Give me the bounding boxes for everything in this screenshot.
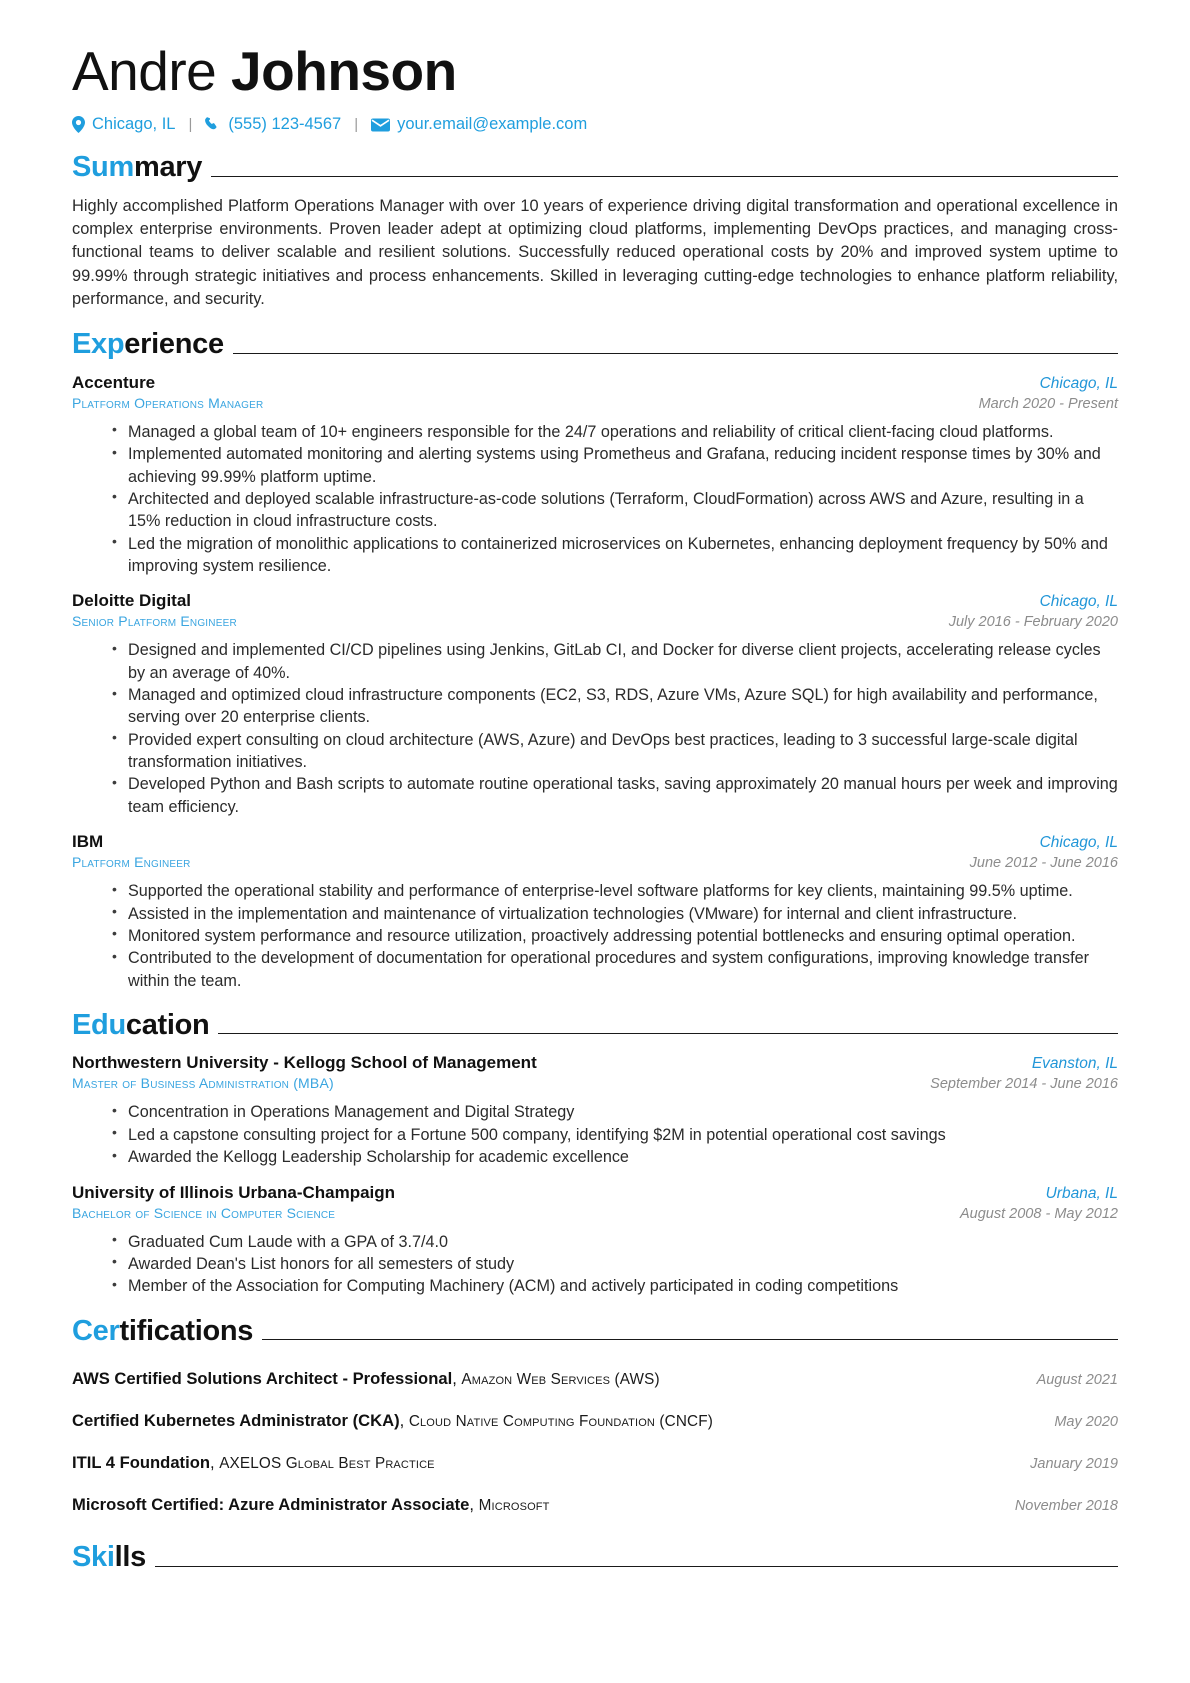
entry-location: Evanston, IL bbox=[1031, 1055, 1118, 1073]
contact-line bbox=[72, 115, 1118, 134]
experience-entry bbox=[72, 832, 1118, 992]
section-experience bbox=[72, 328, 1118, 992]
bullet-item: • Managed and optimized cloud infrastructure components (EC2, S3, RDS, Azure VMs, Azure SQL) for high availability and performance, serving over 20 enterprise clients. bbox=[112, 684, 1118, 729]
phone-icon bbox=[205, 117, 221, 133]
entry-org: Accenture bbox=[72, 372, 156, 392]
entry-org: University of Illinois Urbana-Champaign bbox=[72, 1182, 396, 1202]
entry-org-row bbox=[72, 1053, 1118, 1073]
entry-org-row bbox=[72, 591, 1118, 611]
summary-text: Highly accomplished Platform Operations Manager with over 10 years of experience driving digital transformation and operational excellence in complex enterprise environments. Proven leader adept at optimizing cloud platforms, implementing DevOps practices, and managing cross-functional teams to deliver scalable and resilient solutions. Successfully reduced operational costs by 20% and improved system uptime to 99.99% through strategic initiatives and process enhancements. Skilled in leveraging cutting-edge technologies to enhance platform reliability, performance, and security. bbox=[72, 196, 1118, 309]
skills-heading-rule bbox=[155, 1566, 1118, 1567]
contact-email[interactable] bbox=[371, 115, 587, 134]
entry-role: Platform Engineer bbox=[72, 854, 191, 871]
entry-location: Urbana, IL bbox=[1045, 1184, 1118, 1202]
phone-text: (555) 123-4567 bbox=[228, 115, 342, 134]
certification-main bbox=[72, 1411, 713, 1431]
entry-bullets bbox=[72, 1231, 1118, 1298]
experience-heading-rest: erience bbox=[124, 328, 224, 361]
certifications-heading-rule bbox=[262, 1339, 1118, 1340]
map-pin-icon bbox=[72, 116, 85, 133]
entry-role-row bbox=[72, 1203, 1118, 1222]
bullet-item: • Supported the operational stability and performance of enterprise-level software platforms for key clients, maintaining 99.5% uptime. bbox=[112, 880, 1118, 902]
entry-bullets bbox=[72, 880, 1118, 992]
first-name: Andre bbox=[72, 40, 232, 102]
section-education bbox=[72, 1009, 1118, 1298]
section-skills bbox=[72, 1541, 1118, 1573]
entry-bullets bbox=[72, 1101, 1118, 1168]
entry-location: Chicago, IL bbox=[1039, 593, 1118, 611]
certification-main bbox=[72, 1453, 435, 1473]
certifications-heading-accent: Cer bbox=[72, 1314, 120, 1347]
experience-heading-rule bbox=[233, 353, 1118, 354]
entry-bullets bbox=[72, 421, 1118, 578]
last-name: Johnson bbox=[231, 40, 457, 102]
certification-comma: , bbox=[399, 1411, 409, 1431]
bullet-item: • Led a capstone consulting project for a Fortune 500 company, identifying $2M in potential operational cost savings bbox=[112, 1124, 1118, 1146]
entry-org-row bbox=[72, 1183, 1118, 1203]
certification-main bbox=[72, 1495, 550, 1515]
bullet-item: • Managed a global team of 10+ engineers responsible for the 24/7 operations and reliability of critical client-facing cloud platforms. bbox=[112, 421, 1118, 443]
bullet-item: • Led the migration of monolithic applications to containerized microservices on Kubernetes, enhancing deployment frequency by 50% and improving system resilience. bbox=[112, 533, 1118, 578]
certification-name: Certified Kubernetes Administrator (CKA) bbox=[72, 1411, 400, 1431]
entry-role-row bbox=[72, 611, 1118, 630]
summary-heading-rest: mary bbox=[133, 151, 203, 184]
contact-phone[interactable] bbox=[205, 115, 341, 134]
education-heading-accent: Edu bbox=[72, 1009, 126, 1041]
entry-org: Deloitte Digital bbox=[72, 591, 192, 611]
bullet-item: • Provided expert consulting on cloud architecture (AWS, Azure) and DevOps best practices, leading to 3 successful large-scale digital transformation initiatives. bbox=[112, 729, 1118, 774]
certification-comma: , bbox=[469, 1495, 479, 1515]
entry-dates: August 2008 - May 2012 bbox=[960, 1205, 1118, 1222]
candidate-name bbox=[72, 42, 1118, 101]
entry-dates: September 2014 - June 2016 bbox=[930, 1076, 1118, 1093]
entry-role-row bbox=[72, 852, 1118, 871]
bullet-item: • Concentration in Operations Management and Digital Strategy bbox=[112, 1101, 1118, 1123]
contact-location bbox=[72, 115, 175, 134]
email-text: your.email@example.com bbox=[397, 115, 588, 134]
certification-comma: , bbox=[452, 1369, 462, 1389]
certification-name: Microsoft Certified: Azure Administrator Associate bbox=[72, 1495, 470, 1515]
entry-org: Northwestern University - Kellogg School of Management bbox=[72, 1053, 537, 1073]
bullet-item: • Contributed to the development of documentation for operational procedures and system configurations, improving knowledge transfer within the team. bbox=[112, 947, 1118, 992]
bullet-item: • Implemented automated monitoring and alerting systems using Prometheus and Grafana, reducing incident response times by 30% and achieving 99.99% platform uptime. bbox=[112, 443, 1118, 488]
bullet-item: • Awarded the Kellogg Leadership Scholarship for academic excellence bbox=[112, 1146, 1118, 1168]
bullet-item: • Architected and deployed scalable infrastructure-as-code solutions (Terraform, CloudFormation) across AWS and Azure, resulting in a 15% reduction in cloud infrastructure costs. bbox=[112, 488, 1118, 533]
entry-dates: July 2016 - February 2020 bbox=[948, 614, 1118, 631]
certification-issuer: Microsoft bbox=[478, 1497, 550, 1515]
entry-role: Senior Platform Engineer bbox=[72, 613, 237, 630]
experience-entry bbox=[72, 591, 1118, 818]
certification-item bbox=[72, 1369, 1118, 1389]
entry-role-row bbox=[72, 1073, 1118, 1092]
certification-name: ITIL 4 Foundation bbox=[72, 1453, 210, 1473]
entry-org: IBM bbox=[72, 832, 104, 852]
education-heading-rest: cation bbox=[125, 1009, 210, 1041]
bullet-item: • Monitored system performance and resource utilization, proactively addressing potential bottlenecks and ensuring optimal operation. bbox=[112, 925, 1118, 947]
entry-role-row bbox=[72, 393, 1118, 412]
certification-name: AWS Certified Solutions Architect - Professional bbox=[72, 1369, 453, 1389]
education-heading bbox=[72, 1009, 1118, 1041]
certifications-heading bbox=[72, 1315, 1118, 1347]
entry-role: Bachelor of Science in Computer Science bbox=[72, 1204, 336, 1221]
section-summary bbox=[72, 151, 1118, 311]
certification-issuer: Amazon Web Services (AWS) bbox=[461, 1371, 660, 1389]
skills-heading-accent: Ski bbox=[72, 1541, 115, 1574]
experience-entry bbox=[72, 373, 1118, 578]
experience-heading-accent: Exp bbox=[72, 328, 125, 361]
bullet-item: • Developed Python and Bash scripts to automate routine operational tasks, saving approximately 20 manual hours per week and improving team efficiency. bbox=[112, 773, 1118, 818]
skills-heading bbox=[72, 1541, 1118, 1573]
certification-item bbox=[72, 1453, 1118, 1473]
certification-issuer: Cloud Native Computing Foundation (CNCF) bbox=[408, 1413, 713, 1431]
certification-item bbox=[72, 1495, 1118, 1515]
certification-comma: , bbox=[209, 1453, 220, 1473]
entry-location: Chicago, IL bbox=[1039, 834, 1118, 852]
entry-location: Chicago, IL bbox=[1039, 374, 1118, 392]
bullet-item: • Assisted in the implementation and maintenance of virtualization technologies (VMware) for internal and client infrastructure. bbox=[112, 903, 1118, 925]
entry-bullets bbox=[72, 639, 1118, 818]
education-entry bbox=[72, 1053, 1118, 1168]
resume-header bbox=[72, 42, 1118, 134]
bullet-item: • Awarded Dean's List honors for all semesters of study bbox=[112, 1253, 1118, 1275]
certification-date: May 2020 bbox=[1054, 1414, 1118, 1431]
certification-main bbox=[72, 1369, 660, 1389]
bullet-item: • Designed and implemented CI/CD pipelines using Jenkins, GitLab CI, and Docker for diverse client projects, accelerating release cycles by an average of 40%. bbox=[112, 639, 1118, 684]
bullet-item: • Graduated Cum Laude with a GPA of 3.7/4.0 bbox=[112, 1231, 1118, 1253]
experience-heading bbox=[72, 328, 1118, 360]
summary-heading bbox=[72, 151, 1118, 183]
entry-role: Platform Operations Manager bbox=[72, 394, 264, 411]
entry-role: Master of Business Administration (MBA) bbox=[72, 1075, 334, 1092]
bullet-item: • Member of the Association for Computing Machinery (ACM) and actively participated in coding competitions bbox=[112, 1275, 1118, 1297]
entry-dates: March 2020 - Present bbox=[978, 395, 1118, 412]
certification-issuer: AXELOS Global Best Practice bbox=[219, 1455, 435, 1473]
entry-org-row bbox=[72, 832, 1118, 852]
education-heading-rule bbox=[218, 1033, 1118, 1034]
certification-date: January 2019 bbox=[1030, 1456, 1118, 1473]
certification-date: August 2021 bbox=[1036, 1372, 1118, 1389]
summary-heading-rule bbox=[211, 176, 1118, 177]
certification-item bbox=[72, 1411, 1118, 1431]
envelope-icon bbox=[371, 118, 390, 132]
summary-heading-accent: Sum bbox=[72, 151, 134, 184]
location-text: Chicago, IL bbox=[92, 115, 176, 134]
skills-heading-rest: lls bbox=[114, 1541, 146, 1574]
entry-dates: June 2012 - June 2016 bbox=[969, 855, 1118, 872]
certification-date: November 2018 bbox=[1014, 1498, 1118, 1515]
contact-separator-2: | bbox=[354, 116, 359, 134]
entry-org-row bbox=[72, 373, 1118, 393]
section-certifications bbox=[72, 1315, 1118, 1515]
certifications-heading-rest: tifications bbox=[119, 1314, 254, 1347]
contact-separator-1: | bbox=[188, 116, 193, 134]
education-entry bbox=[72, 1183, 1118, 1298]
